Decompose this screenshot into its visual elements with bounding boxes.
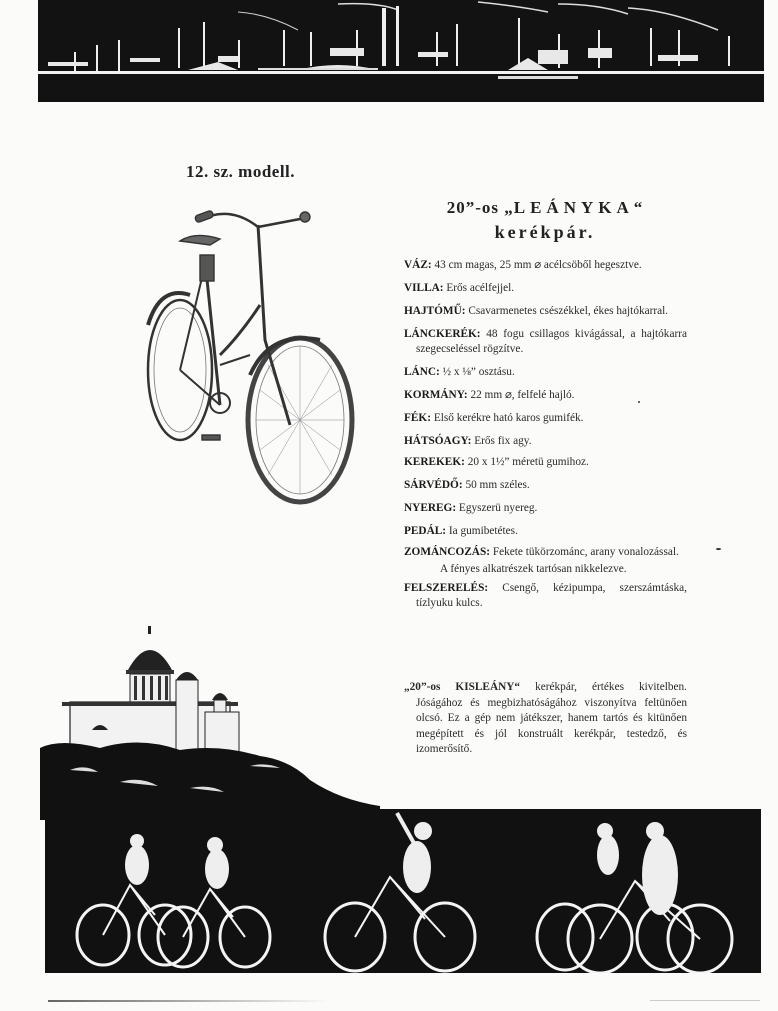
spec-key: KEREKEK: xyxy=(404,456,465,468)
spec-key: VÁZ: xyxy=(404,259,432,271)
spec-value: Csavarmenetes csészékkel, ékes hajtókarral. xyxy=(468,305,669,317)
product-title-line1 xyxy=(420,198,670,218)
promo-body: kerékpár, értékes kivitelben. Jóságához és megbizhatóságához viszonyítva feltünően olcsó. Ez a gép nem játékszer, hanem tartós és kitünően megépített és jól konstruált kerékpár, testedző, és izomerősítő. xyxy=(416,681,687,755)
nickel-plating-note: A fényes alkatrészek tartósan nikkelezve. xyxy=(440,563,627,575)
spec-value: Egyszerü nyereg. xyxy=(458,502,538,514)
spec-value: 20 x 1½” méretü gumihoz. xyxy=(467,456,589,468)
print-speck xyxy=(716,548,721,550)
footer-rule xyxy=(48,1000,328,1002)
spec-key: HAJTÓMŰ: xyxy=(404,305,466,317)
model-number-heading: 12. sz. modell. xyxy=(186,162,296,181)
spec-key: FELSZERELÉS: xyxy=(404,582,489,594)
spec-value: 48 fogu csillagos kivágással, a hajtókarra szegecseléssel rögzítve. xyxy=(416,328,687,355)
industrial-skyline-banner xyxy=(38,0,764,102)
title-quote-close: “ xyxy=(633,198,644,217)
spec-item-villa xyxy=(404,281,687,296)
spec-item-vaz xyxy=(404,258,687,273)
spec-key: KORMÁNY: xyxy=(404,389,468,401)
spec-item-hajtomu xyxy=(404,304,687,319)
spec-item-kerekek xyxy=(404,455,687,470)
spec-value: Csengő, kézipumpa, szerszámtáska, tízlyuku kulcs. xyxy=(416,582,687,609)
bicycle-drawing xyxy=(140,205,365,505)
spec-value: Első kerékre ható karos gumifék. xyxy=(433,412,584,424)
spec-key: HÁTSÓAGY: xyxy=(404,435,472,447)
spec-key: VILLA: xyxy=(404,282,444,294)
spec-value: ½ x ⅛” osztásu. xyxy=(442,366,515,378)
spec-key: FÉK: xyxy=(404,412,431,424)
promo-lead: „20”-os KISLEÁNY“ xyxy=(404,681,521,693)
spec-key: NYEREG: xyxy=(404,502,457,514)
spec-value: Ia gumibetétes. xyxy=(448,525,518,537)
spec-item-lanc xyxy=(404,365,687,380)
specifications-list xyxy=(404,258,687,619)
spec-item-hatsoagy xyxy=(404,434,687,449)
spec-key: PEDÁL: xyxy=(404,525,447,537)
bicycle-illustration xyxy=(140,205,365,505)
skyline-illustration xyxy=(38,0,764,102)
footer-rule xyxy=(650,1000,760,1001)
print-speck xyxy=(638,401,640,403)
spec-item-pedal xyxy=(404,524,687,539)
spec-key: LÁNC: xyxy=(404,366,440,378)
spec-key: SÁRVÉDŐ: xyxy=(404,479,463,491)
spec-value: 50 mm széles. xyxy=(465,479,530,491)
spec-value: Erős fix agy. xyxy=(474,435,532,447)
title-size-prefix: 20”-os „ xyxy=(446,198,514,217)
product-title xyxy=(420,198,670,243)
spec-value: 43 cm magas, 25 mm ⌀ acélcsöből hegesztve. xyxy=(434,259,642,271)
spec-item-felszereles xyxy=(404,581,687,611)
basilica-hill-illustration xyxy=(40,620,380,820)
cyclists-illustration xyxy=(45,805,761,973)
cyclists-drawing xyxy=(45,805,761,973)
spec-value: Erős acélfejjel. xyxy=(446,282,515,294)
spec-key: LÁNCKERÉK: xyxy=(404,328,481,340)
spec-item-kormany xyxy=(404,388,687,403)
product-title-line2: kerékpár. xyxy=(494,222,596,242)
spec-item-sarvedo xyxy=(404,478,687,493)
promo-paragraph xyxy=(404,680,687,758)
spec-item-nyereg xyxy=(404,501,687,516)
spec-item-fek xyxy=(404,411,687,426)
spec-key: ZOMÁNCOZÁS: xyxy=(404,546,490,558)
spec-value: 22 mm ⌀, felfelé hajló. xyxy=(470,389,575,401)
title-model-name: LEÁNYKA xyxy=(513,198,634,217)
spec-item-lanckerek xyxy=(404,327,687,357)
spec-value: Fekete tükörzománc, arany vonalozással. xyxy=(492,546,679,558)
basilica-drawing xyxy=(40,620,380,820)
spec-item-zomancozas xyxy=(404,545,687,560)
